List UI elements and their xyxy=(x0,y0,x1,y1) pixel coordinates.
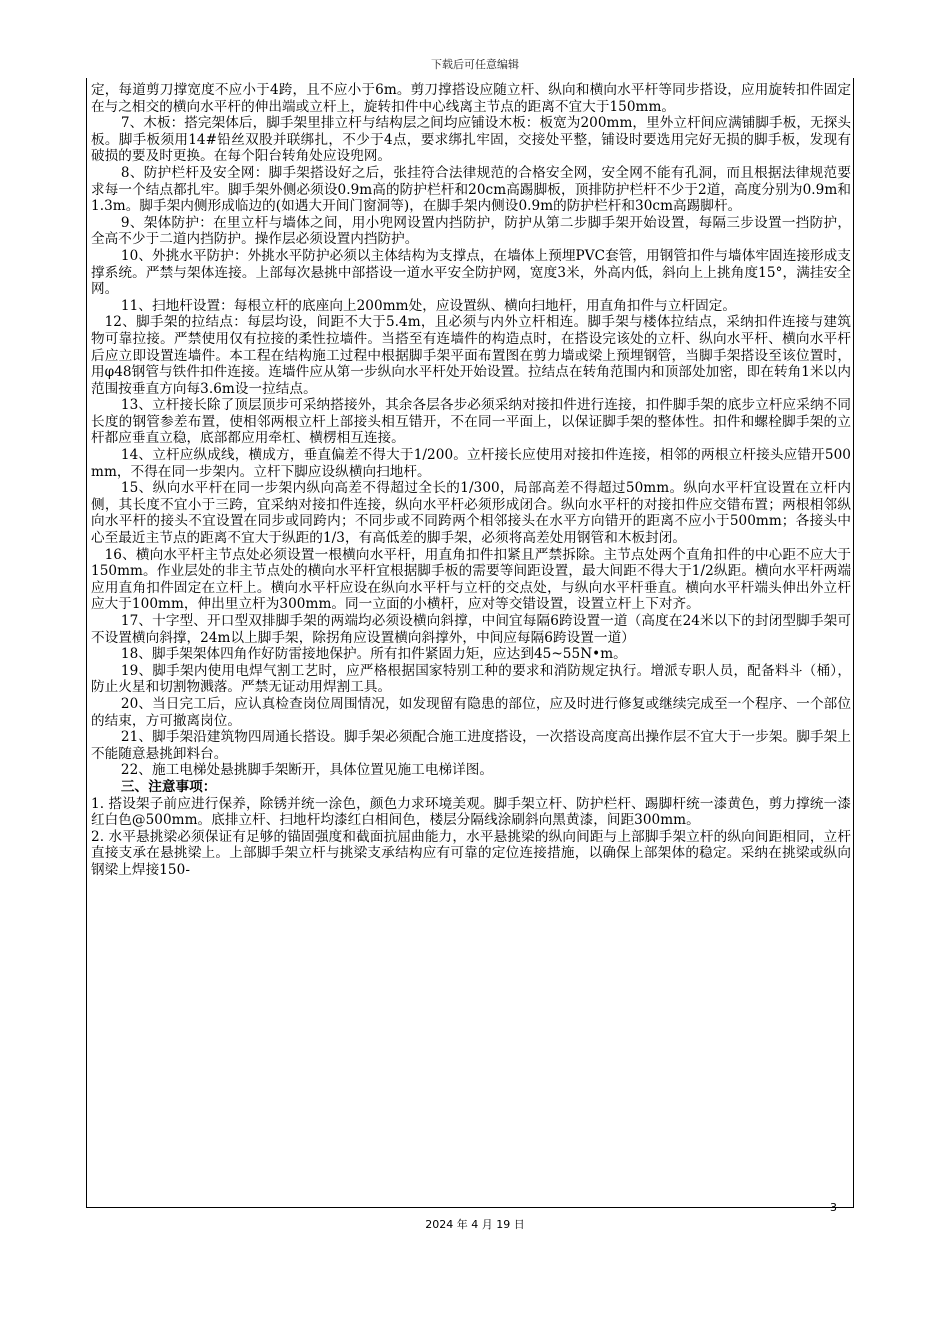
paragraph: 9、架体防护：在里立杆与墙体之间，用小兜网设置内挡防护，防护从第二步脚手架开始设置，每隔三步设置一挡防护，全高不少于二道内挡防护。操作层必须设置内挡防护。 xyxy=(91,214,851,248)
paragraph: 17、十字型、开口型双排脚手架的两端均必须设横向斜撑，中间宜每隔6跨设置一道（高度在24米以下的封闭型脚手架可不设置横向斜撑，24m以上脚手架，除拐角应设置横向斜撑外，中间应每隔6跨设置一道） xyxy=(91,613,851,646)
paragraph: 11、扫地杆设置：每根立杆的底座向上200mm处，应设置纵、横向扫地杆，用直角扣件与立杆固定。 xyxy=(120,297,737,314)
paragraph: 14、立杆应纵成线，横成方，垂直偏差不得大于1/200。立杆接长应使用对接扣件连接，相邻的两根立杆接头应错开500mm，不得在同一步架内。立杆下脚应设纵横向扫地杆。 xyxy=(91,447,851,480)
paragraph: 22、施工电梯处悬挑脚手架断开，具体位置见施工电梯详图。 xyxy=(120,762,494,779)
page-number: 3 xyxy=(830,1201,837,1214)
paragraph: 18、脚手架架体四角作好防雷接地保护。所有扣件紧固力矩，应达到45~55N•m。 xyxy=(120,646,627,663)
paragraph: 13、立杆接长除了顶层顶步可采纳搭接外，其余各层各步必须采纳对接扣件进行连接，扣件脚手架的底步立杆应采纳不同长度的钢管参差布置，使相邻两根立杆上部接头相互错开，不在同一平面上，以保证脚手架的整体性。扣件和螺栓脚手架的立杆都应垂直立稳，底部都应用牵杠、横楞相互连接。 xyxy=(91,397,851,447)
paragraph: 定，每道剪刀撑宽度不应小于4跨，且不应小于6m。剪刀撑搭设应随立杆、纵向和横向水平杆等同步搭设，应用旋转扣件固定在与之相交的横向水平杆的伸出端或立杆上，旋转扣件中心线离主节点的距离不宜大于150mm。 xyxy=(91,82,851,115)
section-heading: 三、注意事项： xyxy=(120,778,217,795)
paragraph: 16、横向水平杆主节点处必须设置一根横向水平杆，用直角扣件扣紧且严禁拆除。主节点处两个直角扣件的中心距不应大于150mm。作业层处的非主节点处的横向水平杆宜根据脚手板的需要等间距设置，最大间距不得大于1/2纵距。横向水平杆两端应用直角扣件固定在立杆上。横向水平杆应设在纵向水平杆与立杆的交点处，与纵向水平杆垂直。横向水平杆端头伸出外立杆应大于100mm，伸出里立杆为300mm。同一立面的小横杆，应对等交错设置，设置立杆上下对齐。 xyxy=(91,546,851,613)
paragraph: 1. 搭设架子前应进行保养，除锈并统一涂色，颜色力求环境美观。脚手架立杆、防护栏杆、踢脚杆统一漆黄色，剪力撑统一漆红白色@500mm。底排立杆、扫地杆均漆红白相间色，楼层分隔线涂刷斜向黑黄漆，间距300mm。 xyxy=(91,795,851,829)
paragraph: 15、纵向水平杆在同一步架内纵向高差不得超过全长的1/300，局部高差不得超过50mm。纵向水平杆宜设置在立杆内侧，其长度不宜小于三跨，宜采纳对接扣件连接，纵向水平杆必须形成闭合。纵向水平杆的对接扣件应交错布置；两根相邻纵向水平杆的接头不宜设置在同步或同跨内；不同步或不同跨两个相邻接头在水平方向错开的距离不应小于500mm；各接头中心至最近主节点的距离不宜大于纵距的1/3，有高低差的脚手架，必须将高差处用钢管和木板封闭。 xyxy=(91,480,851,547)
document-body xyxy=(86,78,854,1208)
paragraph: 20、当日完工后，应认真检查岗位周围情况，如发现留有隐患的部位，应及时进行修复或继续完成至一个程序、一个部位的结束，方可撤离岗位。 xyxy=(91,695,851,729)
paragraph: 21、脚手架沿建筑物四周通长搭设。脚手架必须配合施工进度搭设，一次搭设高度高出操作层不宜大于一步架。脚手架上不能随意悬挑卸料台。 xyxy=(91,729,851,762)
paragraph: 10、外挑水平防护：外挑水平防护必须以主体结构为支撑点，在墙体上预埋PVC套管，用钢管扣件与墙体牢固连接形成支撑系统。严禁与架体连接。上部每次悬挑中部搭设一道水平安全防护网，宽度3米，外高内低，斜向上上挑角度15°，满挂安全网。 xyxy=(91,247,851,298)
page-header: 下载后可任意编辑 xyxy=(431,58,519,71)
paragraph: 19、脚手架内使用电焊气割工艺时，应严格根据国家特别工种的要求和消防规定执行。增派专职人员，配备料斗（桶），防止火星和切割物溅落。严禁无证动用焊割工具。 xyxy=(91,662,851,696)
paragraph: 8、防护栏杆及安全网：脚手架搭设好之后，张挂符合法律规范的合格安全网，安全网不能有孔洞，而且根据法律规范要求每一个结点都扎牢。脚手架外侧必须设0.9m高的防护栏杆和20cm高踢脚板，顶排防护栏杆不少于2道，高度分别为0.9m和1.3m。脚手架内侧形成临边的(如遇大开间门窗洞等)，在脚手架内侧设0.9m的防护栏杆和30cm高踢脚杆。 xyxy=(91,164,851,215)
paragraph: 12、脚手架的拉结点：每层均设，间距不大于5.4m，且必须与内外立杆相连。脚手架与楼体拉结点，采纳扣件连接与建筑物可靠拉接。严禁使用仅有拉接的柔性拉墙件。当搭至有连墙件的构造点时，在搭设完该处的立杆、纵向水平杆、横向水平杆后应立即设置连墙件。本工程在结构施工过程中根据脚手架平面布置图在剪力墙或梁上预埋钢管，当脚手架搭设至该位置时，用φ48钢管与铁件扣件连接。连墙件应从第一步纵向水平杆处开始设置。拉结点在转角范围内和顶部处加密，即在转角1米以内范围按垂直方向每3.6m设一拉结点。 xyxy=(91,314,851,397)
paragraph: 2. 水平悬挑梁必须保证有足够的锚固强度和截面抗屈曲能力，水平悬挑梁的纵向间距与上部脚手架立杆的纵向间距相同，立杆直接支承在悬挑梁上。上部脚手架立杆与挑梁支承结构应有可靠的定位连接措施，以确保上部架体的稳定。采纳在挑梁或纵向钢梁上焊接150- xyxy=(91,828,851,878)
paragraph: 7、木板：搭完架体后，脚手架里排立杆与结构层之间均应铺设木板：板宽为200mm，里外立杆间应满铺脚手板，无探头板。脚手板须用14#铅丝双股并联绑扎，不少于4点，要求绑扎牢固，交接处平整，铺设时要选用完好无损的脚手板，发现有破损的要及时更换。在每个阳台转角处应设兜网。 xyxy=(91,115,851,165)
page-footer-date: 2024 年 4 月 19 日 xyxy=(425,1218,525,1231)
